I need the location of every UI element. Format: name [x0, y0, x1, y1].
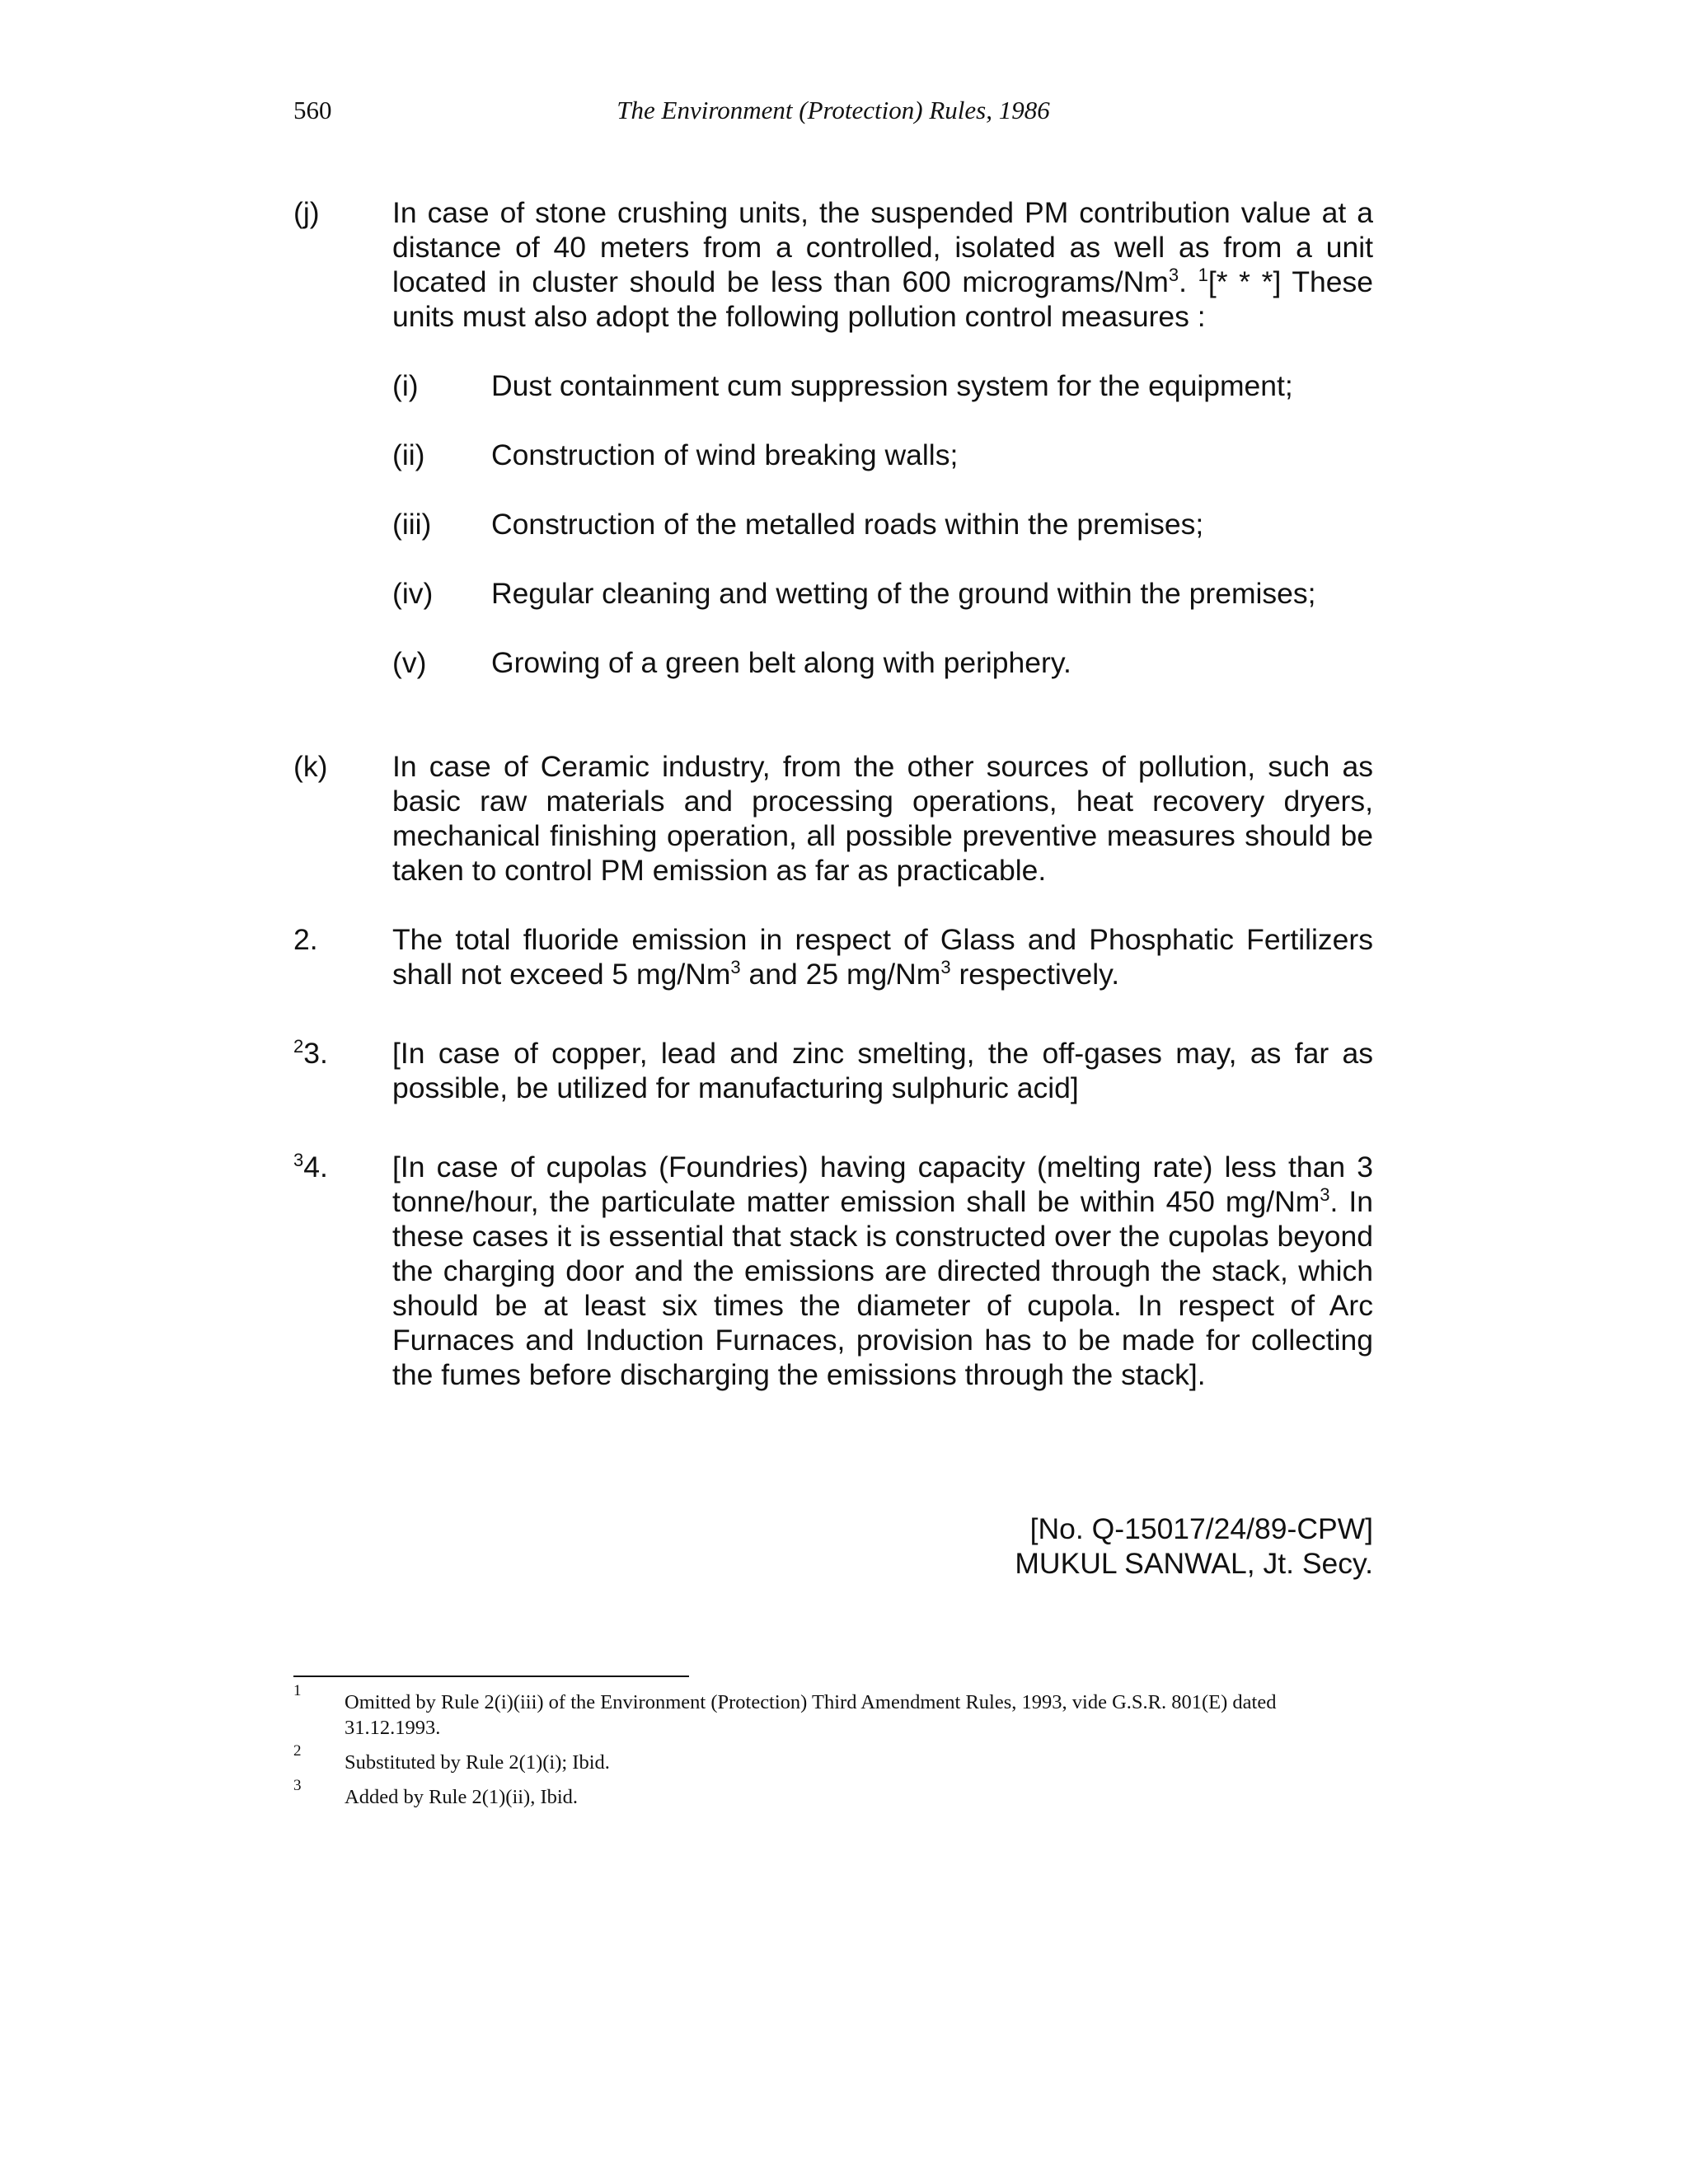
measure-item: (iii) Construction of the metalled roads within the premises;	[392, 508, 1204, 541]
clause-text: In case of Ceramic industry, from the other sources of pollution, such as basic raw materials and processing operations, heat recovery dryers, mechanical finishing operation, all possible preventive measures should be taken to control PM emission as far as practicable.	[392, 750, 1373, 887]
clause-label: (k)	[293, 750, 328, 783]
paragraph-text: [In case of cupolas (Foundries) having capacity (melting rate) less than 3 tonne/hour, the particulate matter emission shall be within 450 mg/Nm$^3$. In these cases it is essential that stack is constructed over the cupolas beyond the charging door and the emissions are directed through the stack, which should be at least six times the diameter of cupola. In respect of Arc Furnaces and Induction Furnaces, provision has to be made for collecting the fumes before discharging the emissions through the stack].	[392, 1151, 1373, 1391]
running-title: The Environment (Protection) Rules, 1986	[617, 96, 1050, 124]
clause-text: In case of stone crushing units, the suspended PM contribution value at a distance of 40 meters from a controlled, isolated as well as from a unit located in cluster should be less than 600 micrograms/Nm$^3$. $^1$[* * *] These units must also adopt the following pollution control measures :	[392, 196, 1373, 333]
footnote-reference: 3	[293, 1150, 304, 1170]
reference-number: [No. Q-15017/24/89-CPW]	[1029, 1512, 1373, 1545]
footnote: 1 Omitted by Rule 2(i)(iii) of the Environment (Protection) Third Amendment Rules, 1993, vide G.S.R. 801(E) dated 31.12.1993.	[293, 1682, 1277, 1739]
clause-j	[293, 195, 1373, 334]
page-number: 560	[293, 96, 332, 124]
paragraph-text: The total fluoride emission in respect of Glass and Phosphatic Fertilizers shall not exceed 5 mg/Nm$^3$ and 25 mg/Nm$^3$ respectively.	[392, 923, 1373, 991]
measure-item: (ii) Construction of wind breaking walls;	[392, 438, 959, 471]
signatory-name: MUKUL SANWAL, Jt. Secy.	[1015, 1547, 1373, 1580]
paragraph-3	[293, 1036, 1373, 1105]
footnote: 3 Added by Rule 2(1)(ii), Ibid.	[293, 1777, 579, 1808]
measure-item: (i) Dust containment cum suppression system for the equipment;	[392, 369, 1293, 402]
footnote-reference: 2	[293, 1036, 304, 1057]
running-header	[293, 96, 1373, 137]
paragraph-label: 2.	[293, 923, 318, 956]
paragraph-label: $^2$3.	[293, 1036, 328, 1070]
clause-k	[293, 749, 1373, 888]
measure-item: (v) Growing of a green belt along with periphery.	[392, 646, 1071, 679]
signature-block	[907, 1511, 1373, 1581]
footnote-divider	[293, 1675, 689, 1677]
measure-item: (iv) Regular cleaning and wetting of the ground within the premises;	[392, 577, 1316, 610]
paragraph-2	[293, 922, 1373, 991]
clause-label: (j)	[293, 196, 320, 229]
paragraph-4	[293, 1150, 1373, 1392]
paragraph-text: [In case of copper, lead and zinc smelting, the off-gases may, as far as possible, be utilized for manufacturing sulphuric acid]	[392, 1037, 1373, 1104]
footnote: 2 Substituted by Rule 2(1)(i); Ibid.	[293, 1742, 610, 1774]
paragraph-label: $^3$4.	[293, 1150, 328, 1183]
footnote-reference: 1	[1198, 265, 1208, 285]
